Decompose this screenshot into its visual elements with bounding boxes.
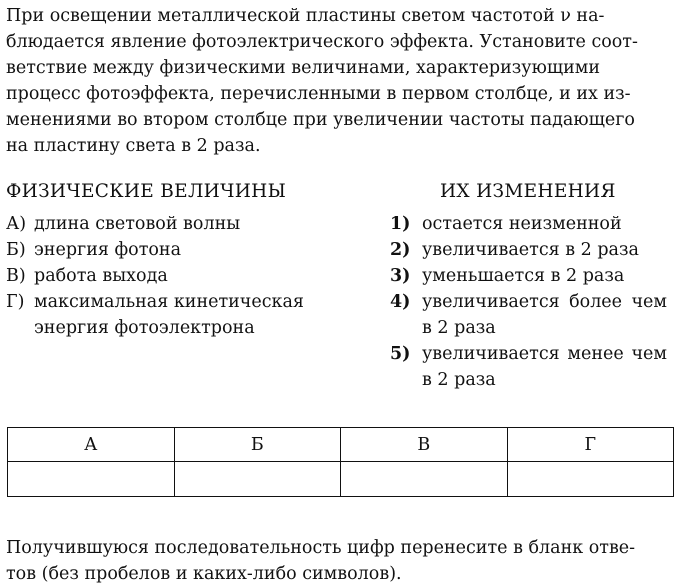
quantity-item-b [6, 237, 356, 263]
answer-header-v: В [341, 428, 508, 462]
physical-quantities-list [6, 211, 356, 341]
answer-table-header-row [8, 428, 674, 462]
answer-table [7, 427, 674, 497]
change-key: 4) [390, 292, 411, 312]
answer-cell-v[interactable] [341, 462, 508, 497]
task-statement-line: на пластину света в 2 раза. [6, 136, 261, 156]
task-statement-line: При освещении металлической пластины светом частотой ν на- [6, 6, 605, 26]
answer-cell-b[interactable] [174, 462, 341, 497]
task-statement-line: ветствие между физическими величинами, характеризующими [6, 58, 601, 78]
change-text: уменьшается в 2 раза [422, 266, 625, 286]
change-item-1 [390, 211, 675, 237]
task-statement-line: процесс фотоэффекта, перечисленными в первом столбце, и их из- [6, 84, 631, 104]
answer-table-input-row [8, 462, 674, 497]
change-text: увеличивается менее чем в 2 раза [422, 344, 667, 390]
change-item-3 [390, 263, 675, 289]
answer-instructions-line: тов (без пробелов и каких-либо символов). [6, 564, 402, 584]
answer-cell-g[interactable] [507, 462, 674, 497]
task-statement-line: блюдается явление фотоэлектрического эффекта. Установите соот- [6, 32, 638, 52]
answer-header-a: А [8, 428, 175, 462]
change-key: 5) [390, 344, 411, 364]
quantity-text: работа выхода [34, 266, 168, 286]
change-item-4 [390, 289, 675, 341]
quantity-item-a [6, 211, 356, 237]
quantity-text: максимальная кинетическая энергия фотоэлектрона [34, 292, 304, 338]
change-item-5 [390, 341, 675, 393]
change-text: увеличивается в 2 раза [422, 240, 639, 260]
change-key: 1) [390, 214, 411, 234]
change-text: увеличивается более чем в 2 раза [422, 292, 667, 338]
change-item-2 [390, 237, 675, 263]
quantity-item-v [6, 263, 356, 289]
task-statement [6, 3, 670, 159]
quantity-text: энергия фотона [34, 240, 182, 260]
quantity-key: А) [6, 214, 27, 234]
answer-header-g: Г [507, 428, 674, 462]
quantity-item-g [6, 289, 356, 341]
answer-instructions-line: Получившуюся последовательность цифр перенесите в бланк отве- [6, 538, 636, 558]
answer-header-b: Б [174, 428, 341, 462]
quantity-text: длина световой волны [34, 214, 241, 234]
quantity-key: Г) [6, 292, 25, 312]
task-statement-line: менениями во втором столбце при увеличении частоты падающего [6, 110, 635, 130]
physical-quantities-heading: ФИЗИЧЕСКИЕ ВЕЛИЧИНЫ [6, 181, 287, 202]
changes-list [390, 211, 675, 393]
change-key: 2) [390, 240, 411, 260]
changes-heading: ИХ ИЗМЕНЕНИЯ [440, 181, 616, 202]
quantity-key: Б) [6, 240, 26, 260]
change-text: остается неизменной [422, 214, 622, 234]
quantity-key: В) [6, 266, 26, 286]
answer-instructions [6, 535, 670, 587]
answer-cell-a[interactable] [8, 462, 175, 497]
change-key: 3) [390, 266, 411, 286]
